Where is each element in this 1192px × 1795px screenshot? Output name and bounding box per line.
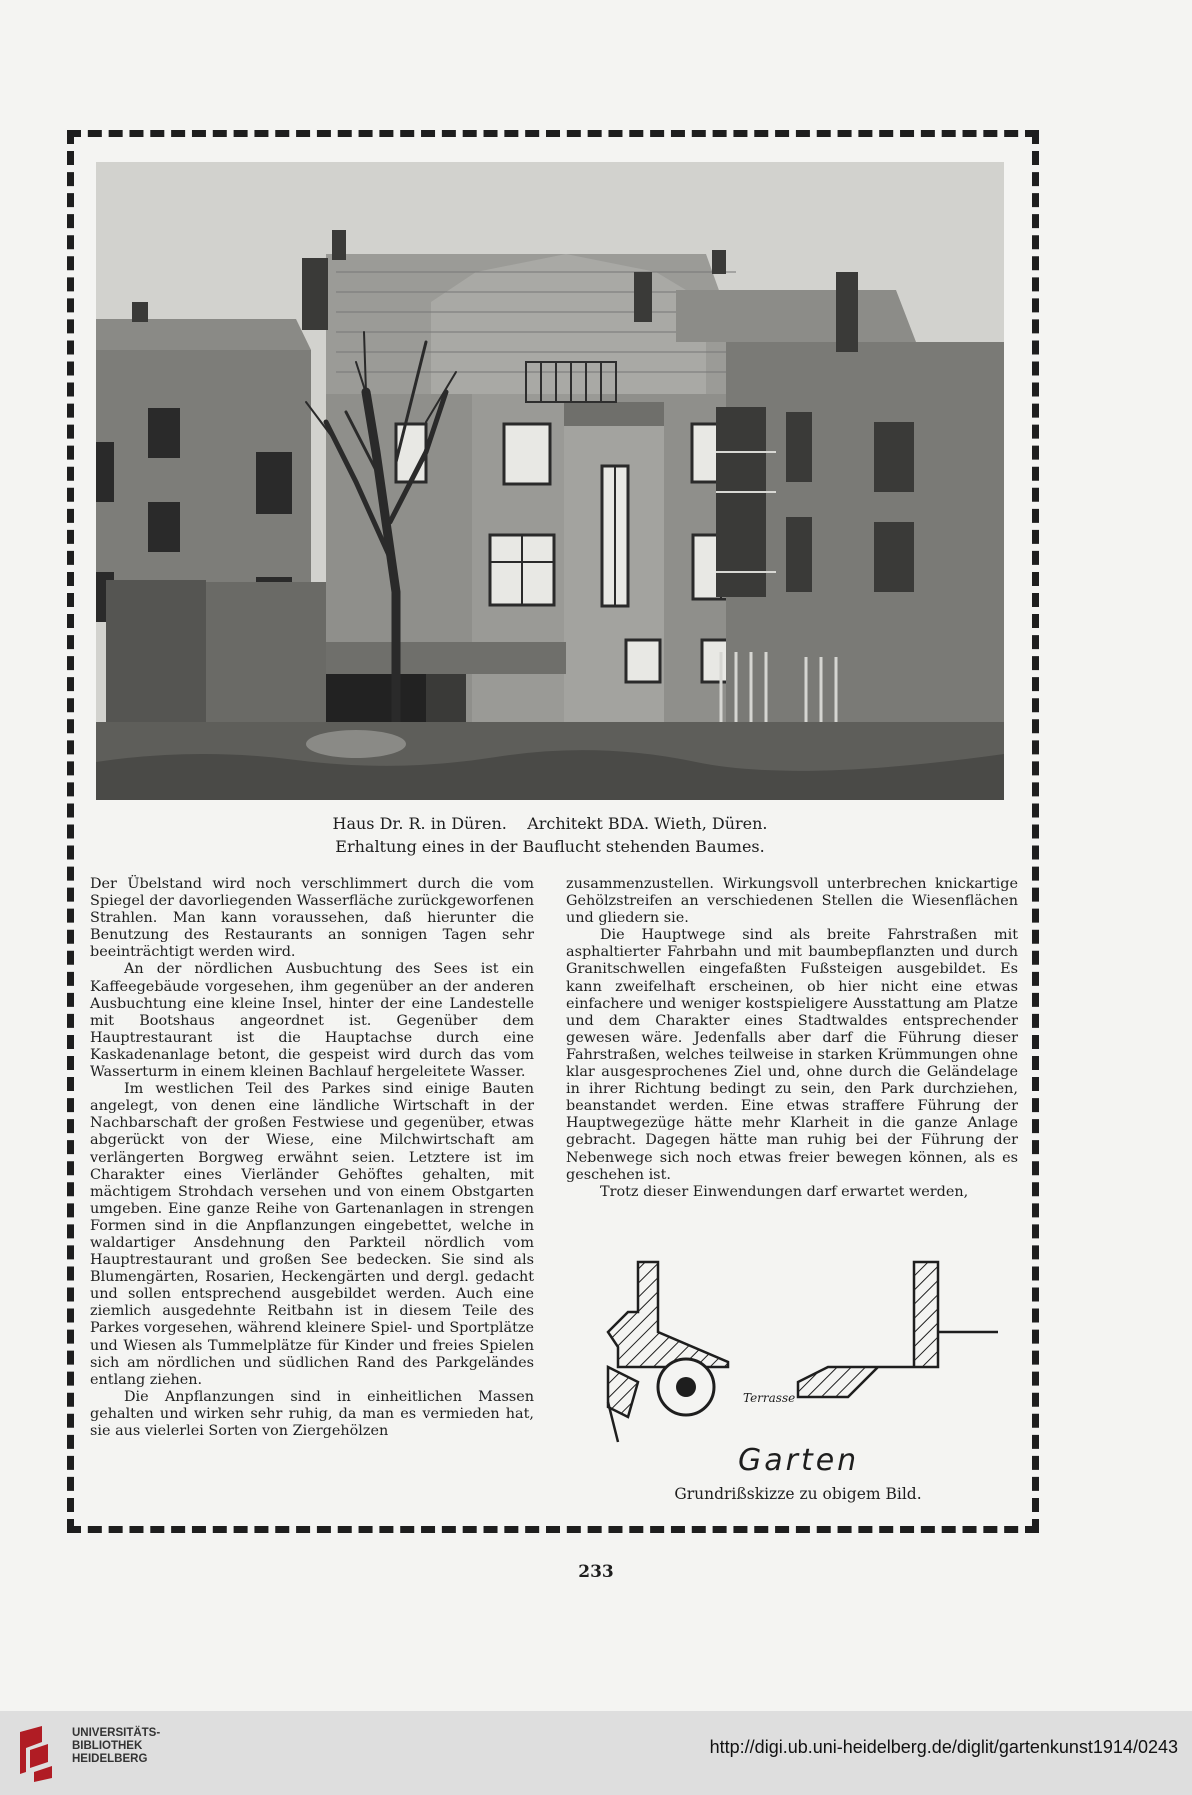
text-column-left (90, 876, 534, 1440)
page-number: 233 (578, 1562, 614, 1582)
library-line-2: BIBLIOTHEK (72, 1740, 143, 1752)
photo-caption (96, 812, 1004, 858)
paragraph: Die Anpflanzungen sind in einheitlichen Massen gehalten und wirken sehr ruhig, da man es vermieden hat, sie aus vielerlei Sorten von Ziergehölzen (90, 1388, 534, 1439)
caption-line-2: Erhaltung eines in der Bauflucht stehenden Baumes. (335, 837, 765, 856)
library-line-3: HEIDELBERG (72, 1753, 148, 1765)
paragraph: zusammenzustellen. Wirkungsvoll unterbrechen knickartige Gehölzstreifen an verschiedenen Stellen die Wiesenflächen und gliedern sie. (566, 876, 1018, 927)
paragraph: Trotz dieser Einwendungen darf erwartet werden, (600, 1183, 969, 1200)
terrace-label: Terrasse (743, 1391, 796, 1405)
library-footer (0, 1711, 1192, 1795)
paragraph: Der Übelstand wird noch verschlimmert durch die vom Spiegel der davorliegenden Wasserfläche zurückgeworfenen Strahlen. Man kann voraussehen, daß hierunter die Benutzung des Restaurants an sonnigen Tagen sehr beeinträchtigt werden wird. (90, 876, 534, 961)
source-url-link[interactable]: http://digi.ub.uni-heidelberg.de/diglit/gartenkunst1914/0243 (709, 1737, 1178, 1757)
sketch-caption: Grundrißskizze zu obigem Bild. (674, 1485, 922, 1503)
text-column-right (566, 876, 1018, 1201)
paragraph: Im westlichen Teil des Parkes sind einige Bauten angelegt, von denen eine ländliche Wirtschaft in der Nachbarschaft der großen Festwiese und gegenüber, etwas abgerückt von der Wiese, eine Milchwirtschaft am verlängerten Borgweg erwähnt seien. Letztere ist im Charakter eines Vierländer Gehöftes gehalten, mit mächtigem Strohdach versehen und von einem Obstgarten umgeben. Eine ganze Reihe von Gartenanlagen in strengen Formen sind in die Anpflanzungen eingebettet, welche in waldartiger Ansdehnung den Parkteil nördlich vom Hauptrestaurant und großen See bedecken. Sie sind als Blumengärten, Rosarien, Heckengärten und dergl. gedacht und sollen entsprechend ausgebildet werden. Auch eine ziemlich ausgedehnte Reitbahn ist in diesem Teile des Parkes vorgesehen, während kleinere Spiel- und Sportplätze und Wiesen als Tummelplätze für Kinder und freies Spielen sich am nördlichen und südlichen Rand des Parkgeländes entlang ziehen. (90, 1081, 534, 1388)
library-name (72, 1727, 160, 1766)
library-logo-icon (12, 1722, 62, 1784)
caption-line-1: Haus Dr. R. in Düren. Architekt BDA. Wieth, Düren. (332, 814, 768, 833)
library-line-1: UNIVERSITÄTS- (72, 1727, 161, 1739)
paragraph: An der nördlichen Ausbuchtung des Sees ist ein Kaffeegebäude vorgesehen, ihm gegenüber an der anderen Ausbuchtung eine kleine Insel, hinter der eine Landestelle mit Bootshaus angeordnet ist. Gegenüber dem Hauptrestaurant ist die Hauptachse durch eine Kaskadenanlage betont, die gespeist wird durch das vom Wasserturm in einem kleinen Bachlauf hergeleitete Wasser. (90, 961, 534, 1081)
garden-label: Garten (738, 1443, 860, 1478)
paragraph: Die Hauptwege sind als breite Fahrstraßen mit asphaltierter Fahrbahn und mit baumbepflanzten und durch Granitschwellen eingefaßten Fußsteigen ausgebildet. Es kann zweifelhaft erscheinen, ob hier nicht eine etwas einfachere und weniger kostspieligere Ausstattung am Platze und dem Charakter eines Stadtwaldes entsprechender gewesen wäre. Jedenfalls aber darf die Führung dieser Fahrstraßen, welches teilweise in starken Krümmungen ohne klar ausgesprochenes Ziel und, ohne durch die Geländelage in ihrer Richtung bedingt zu sein, den Park durchziehen, beanstandet werden. Eine etwas straffere Führung der Hauptwegezüge hätte mehr Klarheit in die ganze Anlage gebracht. Dagegen hätte man ruhig bei der Führung der Nebenwege sich noch etwas freier bewegen können, als es geschehen ist. (566, 927, 1018, 1183)
floor-plan-sketch (598, 1252, 998, 1492)
house-photograph (96, 162, 1004, 800)
